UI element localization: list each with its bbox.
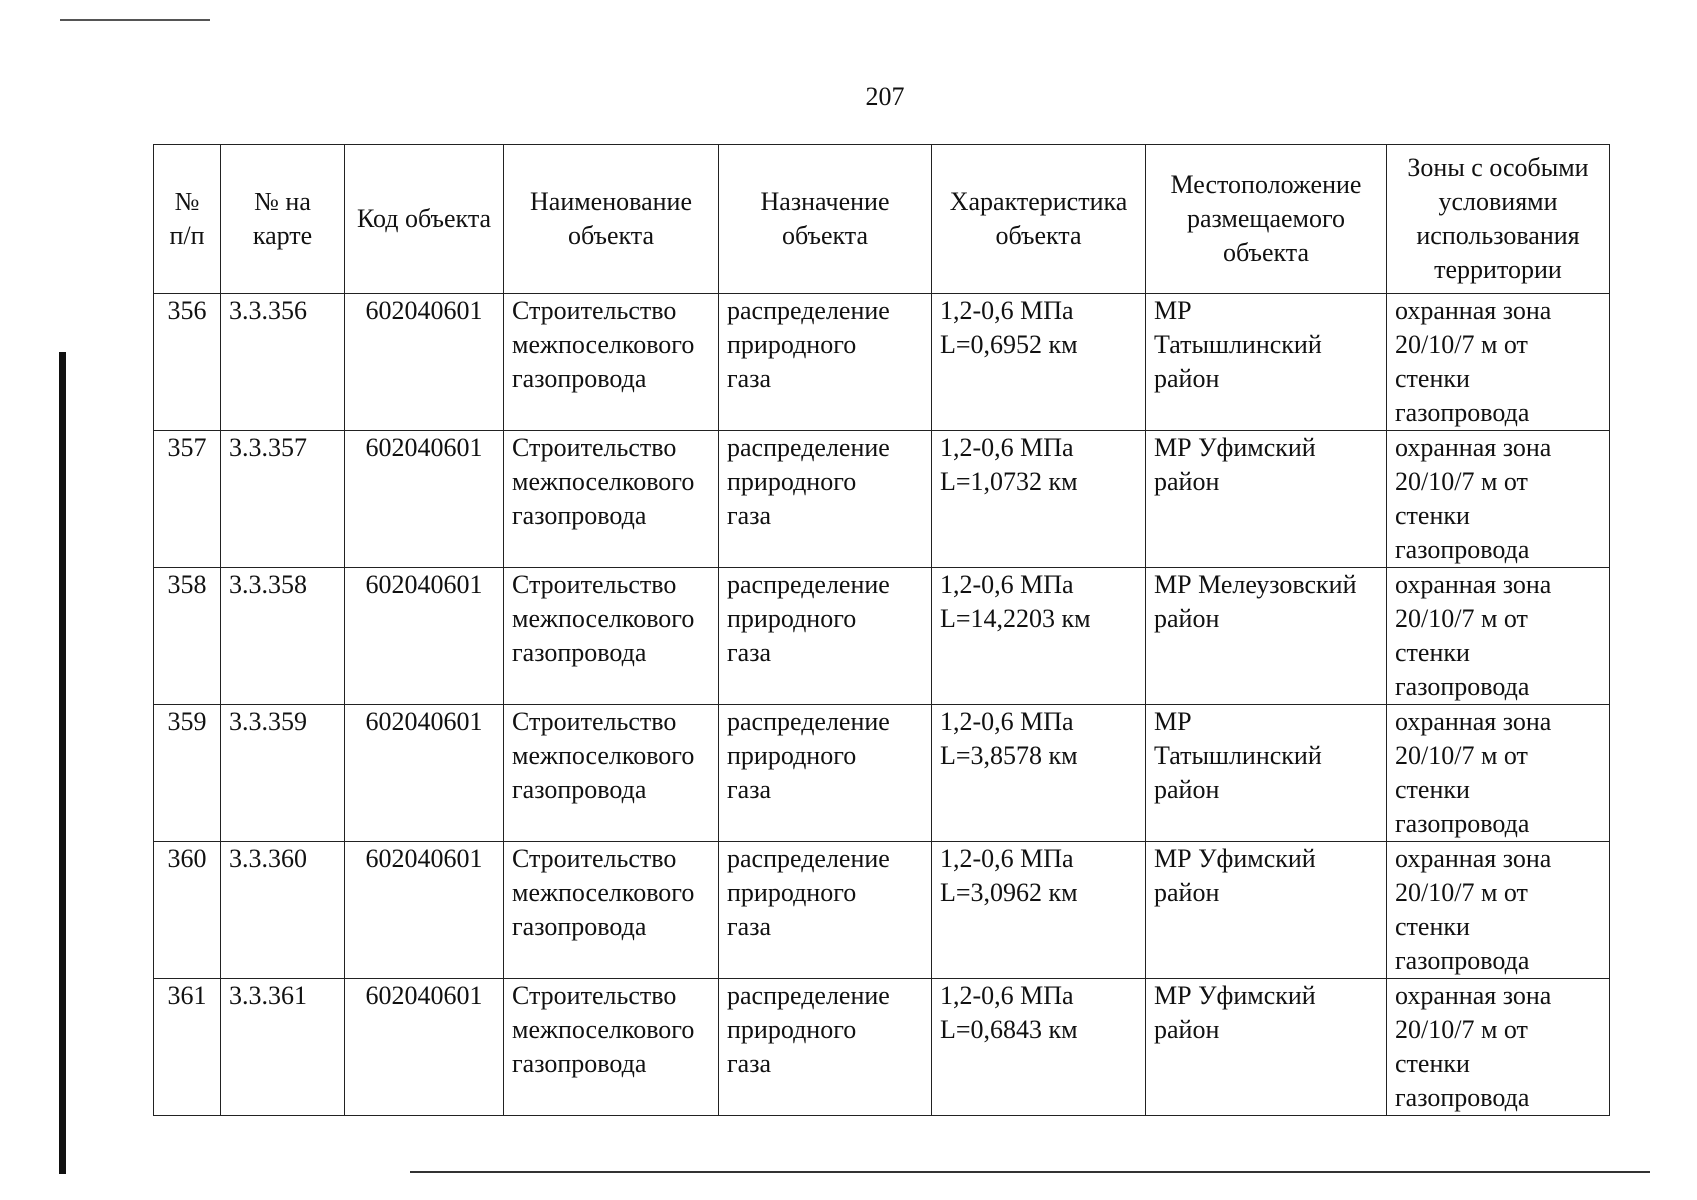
cell-object-location-line: МР bbox=[1154, 707, 1192, 736]
table-row bbox=[154, 431, 1610, 568]
header-map-number-line: № на bbox=[254, 187, 311, 216]
cell-special-zones bbox=[1387, 705, 1610, 842]
cell-object-characteristic bbox=[932, 705, 1146, 842]
cell-special-zones-line: 20/10/7 м от bbox=[1395, 878, 1528, 907]
header-object-characteristic-line: объекта bbox=[995, 221, 1082, 250]
cell-object-name-line: Строительство bbox=[512, 707, 677, 736]
cell-object-name-line: газопровода bbox=[512, 775, 647, 804]
cell-number: 358 bbox=[154, 568, 221, 705]
cell-map-number: 3.3.360 bbox=[221, 842, 345, 979]
cell-object-location bbox=[1146, 842, 1387, 979]
objects-table bbox=[153, 144, 1610, 1116]
cell-object-characteristic bbox=[932, 568, 1146, 705]
header-object-location bbox=[1146, 145, 1387, 294]
table-row bbox=[154, 979, 1610, 1116]
cell-number: 361 bbox=[154, 979, 221, 1116]
cell-object-location-line: район bbox=[1154, 775, 1220, 804]
cell-object-code: 602040601 bbox=[345, 431, 504, 568]
cell-object-name bbox=[504, 431, 719, 568]
cell-object-location-line: МР Уфимский bbox=[1154, 981, 1316, 1010]
header-special-zones-line: условиями bbox=[1438, 187, 1558, 216]
cell-number: 357 bbox=[154, 431, 221, 568]
bottom-rule bbox=[410, 1171, 1650, 1173]
cell-object-location bbox=[1146, 979, 1387, 1116]
cell-object-purpose bbox=[719, 568, 932, 705]
cell-object-code: 602040601 bbox=[345, 979, 504, 1116]
cell-object-location-line: район bbox=[1154, 878, 1220, 907]
cell-special-zones-line: стенки bbox=[1395, 638, 1470, 667]
cell-object-purpose-line: распределение bbox=[727, 844, 890, 873]
header-object-location-line: объекта bbox=[1222, 238, 1310, 267]
cell-object-location-line: Татышлинский bbox=[1154, 741, 1322, 770]
cell-special-zones-line: газопровода bbox=[1395, 535, 1530, 564]
cell-object-purpose-line: газа bbox=[727, 364, 772, 393]
header-number bbox=[154, 145, 221, 294]
cell-special-zones-line: охранная зона bbox=[1395, 570, 1552, 599]
cell-special-zones-line: газопровода bbox=[1395, 672, 1530, 701]
cell-special-zones bbox=[1387, 842, 1610, 979]
cell-map-number: 3.3.361 bbox=[221, 979, 345, 1116]
header-special-zones-line: Зоны с особыми bbox=[1407, 153, 1589, 182]
cell-object-name-line: газопровода bbox=[512, 912, 647, 941]
cell-object-location-line: МР Мелеузовский bbox=[1154, 570, 1357, 599]
cell-object-purpose-line: распределение bbox=[727, 981, 890, 1010]
cell-object-purpose bbox=[719, 842, 932, 979]
cell-object-purpose-line: природного bbox=[727, 1015, 857, 1044]
cell-object-characteristic-line: L=3,0962 км bbox=[940, 878, 1078, 907]
cell-object-location-line: район bbox=[1154, 364, 1220, 393]
cell-special-zones bbox=[1387, 979, 1610, 1116]
cell-object-purpose-line: природного bbox=[727, 467, 857, 496]
cell-object-characteristic-line: 1,2-0,6 МПа bbox=[940, 844, 1074, 873]
cell-object-characteristic bbox=[932, 294, 1146, 431]
cell-special-zones-line: 20/10/7 м от bbox=[1395, 330, 1528, 359]
cell-object-code: 602040601 bbox=[345, 705, 504, 842]
cell-object-name-line: газопровода bbox=[512, 501, 647, 530]
cell-object-code: 602040601 bbox=[345, 568, 504, 705]
cell-object-name bbox=[504, 705, 719, 842]
cell-number: 359 bbox=[154, 705, 221, 842]
header-object-purpose-line: Назначение bbox=[760, 187, 890, 216]
header-special-zones-line: территории bbox=[1434, 255, 1562, 284]
cell-object-characteristic-line: 1,2-0,6 МПа bbox=[940, 707, 1074, 736]
cell-object-characteristic-line: 1,2-0,6 МПа bbox=[940, 981, 1074, 1010]
cell-special-zones-line: охранная зона bbox=[1395, 707, 1552, 736]
cell-special-zones-line: стенки bbox=[1395, 1049, 1470, 1078]
cell-object-name-line: газопровода bbox=[512, 1049, 647, 1078]
cell-object-characteristic-line: L=14,2203 км bbox=[940, 604, 1091, 633]
cell-object-location bbox=[1146, 294, 1387, 431]
cell-object-name-line: межпоселкового bbox=[512, 604, 695, 633]
header-object-purpose-line: объекта bbox=[781, 221, 869, 250]
header-number-line: п/п bbox=[169, 221, 205, 250]
cell-object-name-line: газопровода bbox=[512, 364, 647, 393]
cell-object-name bbox=[504, 568, 719, 705]
cell-special-zones-line: 20/10/7 м от bbox=[1395, 604, 1528, 633]
cell-special-zones-line: охранная зона bbox=[1395, 433, 1552, 462]
cell-special-zones bbox=[1387, 431, 1610, 568]
cell-object-characteristic-line: L=1,0732 км bbox=[940, 467, 1078, 496]
objects-table-wrapper bbox=[153, 144, 1609, 1116]
cell-object-name-line: Строительство bbox=[512, 844, 677, 873]
cell-object-purpose-line: распределение bbox=[727, 570, 890, 599]
cell-object-location bbox=[1146, 568, 1387, 705]
cell-object-name-line: Строительство bbox=[512, 981, 677, 1010]
cell-object-code: 602040601 bbox=[345, 842, 504, 979]
header-object-name bbox=[504, 145, 719, 294]
header-object-code-line: Код объекта bbox=[356, 204, 492, 233]
cell-object-location-line: МР bbox=[1154, 296, 1192, 325]
cell-special-zones-line: газопровода bbox=[1395, 1083, 1530, 1112]
cell-object-location-line: район bbox=[1154, 604, 1220, 633]
cell-object-characteristic bbox=[932, 979, 1146, 1116]
cell-object-location-line: МР Уфимский bbox=[1154, 844, 1316, 873]
table-row bbox=[154, 568, 1610, 705]
header-map-number-line: карте bbox=[252, 221, 313, 250]
cell-special-zones-line: стенки bbox=[1395, 775, 1470, 804]
cell-object-purpose-line: природного bbox=[727, 604, 857, 633]
cell-object-purpose bbox=[719, 294, 932, 431]
header-map-number bbox=[221, 145, 345, 294]
cell-object-name bbox=[504, 842, 719, 979]
scan-edge-bar bbox=[59, 352, 66, 1174]
cell-object-purpose bbox=[719, 431, 932, 568]
header-object-name-line: Наименование bbox=[530, 187, 692, 216]
cell-object-name bbox=[504, 294, 719, 431]
cell-object-purpose-line: газа bbox=[727, 501, 772, 530]
cell-number: 360 bbox=[154, 842, 221, 979]
cell-object-name-line: межпоселкового bbox=[512, 878, 695, 907]
cell-special-zones-line: газопровода bbox=[1395, 946, 1530, 975]
cell-special-zones bbox=[1387, 294, 1610, 431]
header-number-line: № bbox=[174, 187, 200, 216]
cell-object-purpose-line: распределение bbox=[727, 296, 890, 325]
cell-special-zones-line: 20/10/7 м от bbox=[1395, 467, 1528, 496]
cell-map-number: 3.3.359 bbox=[221, 705, 345, 842]
cell-object-location-line: Татышлинский bbox=[1154, 330, 1322, 359]
cell-object-purpose-line: газа bbox=[727, 912, 772, 941]
table-row bbox=[154, 294, 1610, 431]
cell-object-location bbox=[1146, 431, 1387, 568]
table-row bbox=[154, 842, 1610, 979]
cell-special-zones-line: стенки bbox=[1395, 364, 1470, 393]
cell-object-purpose-line: распределение bbox=[727, 707, 890, 736]
cell-object-purpose-line: распределение bbox=[727, 433, 890, 462]
header-object-location-line: Местоположение bbox=[1170, 170, 1362, 199]
header-object-name-line: объекта bbox=[567, 221, 655, 250]
table-header-row bbox=[154, 145, 1610, 294]
top-rule bbox=[60, 19, 210, 21]
header-object-characteristic bbox=[932, 145, 1146, 294]
table-row bbox=[154, 705, 1610, 842]
header-special-zones-line: использования bbox=[1416, 221, 1580, 250]
cell-special-zones-line: 20/10/7 м от bbox=[1395, 1015, 1528, 1044]
cell-special-zones bbox=[1387, 568, 1610, 705]
cell-object-name-line: Строительство bbox=[512, 296, 677, 325]
cell-object-name-line: газопровода bbox=[512, 638, 647, 667]
header-special-zones bbox=[1387, 145, 1610, 294]
cell-object-name bbox=[504, 979, 719, 1116]
header-object-purpose bbox=[719, 145, 932, 294]
cell-object-characteristic-line: 1,2-0,6 МПа bbox=[940, 433, 1074, 462]
cell-special-zones-line: газопровода bbox=[1395, 398, 1530, 427]
table-body bbox=[154, 294, 1610, 1116]
cell-object-location-line: район bbox=[1154, 1015, 1220, 1044]
cell-object-purpose-line: газа bbox=[727, 775, 772, 804]
cell-object-purpose-line: природного bbox=[727, 330, 857, 359]
cell-object-name-line: межпоселкового bbox=[512, 1015, 695, 1044]
cell-object-code: 602040601 bbox=[345, 294, 504, 431]
cell-object-purpose bbox=[719, 979, 932, 1116]
page-number: 207 bbox=[865, 82, 905, 111]
cell-special-zones-line: стенки bbox=[1395, 501, 1470, 530]
cell-object-characteristic bbox=[932, 842, 1146, 979]
cell-special-zones-line: охранная зона bbox=[1395, 981, 1552, 1010]
cell-object-purpose-line: газа bbox=[727, 638, 772, 667]
cell-object-characteristic-line: 1,2-0,6 МПа bbox=[940, 570, 1074, 599]
cell-special-zones-line: 20/10/7 м от bbox=[1395, 741, 1528, 770]
cell-object-location-line: МР Уфимский bbox=[1154, 433, 1316, 462]
cell-object-name-line: Строительство bbox=[512, 570, 677, 599]
cell-object-name-line: межпоселкового bbox=[512, 330, 695, 359]
cell-map-number: 3.3.358 bbox=[221, 568, 345, 705]
cell-object-name-line: Строительство bbox=[512, 433, 677, 462]
cell-object-name-line: межпоселкового bbox=[512, 741, 695, 770]
cell-map-number: 3.3.357 bbox=[221, 431, 345, 568]
cell-special-zones-line: стенки bbox=[1395, 912, 1470, 941]
cell-special-zones-line: газопровода bbox=[1395, 809, 1530, 838]
cell-object-purpose-line: газа bbox=[727, 1049, 772, 1078]
cell-object-characteristic-line: L=0,6952 км bbox=[940, 330, 1078, 359]
cell-object-characteristic bbox=[932, 431, 1146, 568]
cell-object-characteristic-line: 1,2-0,6 МПа bbox=[940, 296, 1074, 325]
cell-number: 356 bbox=[154, 294, 221, 431]
cell-special-zones-line: охранная зона bbox=[1395, 296, 1552, 325]
cell-object-location bbox=[1146, 705, 1387, 842]
header-object-code bbox=[345, 145, 504, 294]
cell-object-location-line: район bbox=[1154, 467, 1220, 496]
cell-object-characteristic-line: L=0,6843 км bbox=[940, 1015, 1078, 1044]
cell-object-purpose-line: природного bbox=[727, 878, 857, 907]
cell-object-characteristic-line: L=3,8578 км bbox=[940, 741, 1078, 770]
cell-special-zones-line: охранная зона bbox=[1395, 844, 1552, 873]
cell-map-number: 3.3.356 bbox=[221, 294, 345, 431]
header-object-location-line: размещаемого bbox=[1186, 204, 1345, 233]
header-object-characteristic-line: Характеристика bbox=[949, 187, 1128, 216]
cell-object-purpose-line: природного bbox=[727, 741, 857, 770]
cell-object-name-line: межпоселкового bbox=[512, 467, 695, 496]
cell-object-purpose bbox=[719, 705, 932, 842]
